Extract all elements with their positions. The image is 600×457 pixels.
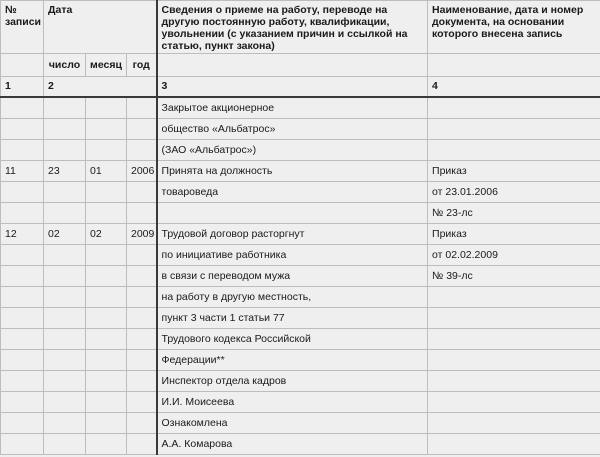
- table-row: [1, 307, 600, 328]
- record-no-cell: [1, 328, 44, 349]
- document-cell: [428, 97, 600, 119]
- month-cell: 01: [86, 160, 127, 181]
- day-cell: 23: [44, 160, 86, 181]
- month-cell: [86, 433, 127, 454]
- record-no-cell: [1, 139, 44, 160]
- record-no-cell: [1, 391, 44, 412]
- info-cell: И.И. Моисеева: [157, 391, 428, 412]
- year-cell: [127, 307, 157, 328]
- header-month: месяц: [86, 54, 127, 77]
- record-no-cell: [1, 307, 44, 328]
- month-cell: [86, 139, 127, 160]
- table-row: [1, 202, 600, 223]
- table-row: [1, 97, 600, 119]
- document-cell: Приказ: [428, 223, 600, 244]
- month-cell: [86, 181, 127, 202]
- table-row: [1, 286, 600, 307]
- record-no-cell: 12: [1, 223, 44, 244]
- info-cell: по инициативе работника: [157, 244, 428, 265]
- info-cell: общество «Альбатрос»: [157, 118, 428, 139]
- info-cell: Федерации**: [157, 349, 428, 370]
- document-cell: [428, 412, 600, 433]
- record-no-cell: [1, 244, 44, 265]
- info-cell: в связи с переводом мужа: [157, 265, 428, 286]
- table-row: [1, 391, 600, 412]
- year-cell: [127, 286, 157, 307]
- header-info: Сведения о приеме на работу, переводе на другую постоянную работу, квалификации, увольнении (с указанием причин и ссылкой на статью, пункт закона): [157, 1, 428, 54]
- month-cell: [86, 349, 127, 370]
- day-cell: [44, 307, 86, 328]
- day-cell: [44, 265, 86, 286]
- year-cell: [127, 202, 157, 223]
- info-cell: А.А. Комарова: [157, 433, 428, 454]
- record-no-cell: [1, 433, 44, 454]
- document-cell: № 39-лс: [428, 265, 600, 286]
- day-cell: [44, 286, 86, 307]
- month-cell: [86, 307, 127, 328]
- info-cell: Инспектор отдела кадров: [157, 370, 428, 391]
- table-row: [1, 160, 600, 181]
- month-cell: [86, 370, 127, 391]
- document-cell: № 23-лс: [428, 202, 600, 223]
- year-cell: [127, 181, 157, 202]
- day-cell: [44, 391, 86, 412]
- year-cell: [127, 265, 157, 286]
- document-cell: [428, 391, 600, 412]
- info-cell: Трудового кодекса Российской: [157, 328, 428, 349]
- info-cell: Ознакомлена: [157, 412, 428, 433]
- table-row: [1, 265, 600, 286]
- year-cell: [127, 412, 157, 433]
- day-cell: [44, 181, 86, 202]
- info-cell: Закрытое акционерное: [157, 97, 428, 119]
- document-cell: Приказ: [428, 160, 600, 181]
- record-no-cell: [1, 118, 44, 139]
- col-number-2: 2: [44, 77, 157, 97]
- month-cell: [86, 265, 127, 286]
- info-cell: [157, 202, 428, 223]
- day-cell: [44, 412, 86, 433]
- header-year: год: [127, 54, 157, 77]
- document-cell: [428, 328, 600, 349]
- day-cell: [44, 370, 86, 391]
- day-cell: [44, 244, 86, 265]
- record-no-cell: [1, 202, 44, 223]
- table-row: [1, 223, 600, 244]
- month-cell: [86, 97, 127, 119]
- table-row: [1, 181, 600, 202]
- document-cell: [428, 286, 600, 307]
- subheader-row: [1, 54, 600, 77]
- record-no-cell: [1, 286, 44, 307]
- table-row: [1, 433, 600, 454]
- year-cell: [127, 97, 157, 119]
- document-cell: [428, 370, 600, 391]
- day-cell: [44, 349, 86, 370]
- document-cell: [428, 139, 600, 160]
- table-row: [1, 328, 600, 349]
- record-no-cell: [1, 265, 44, 286]
- info-cell: Принята на должность: [157, 160, 428, 181]
- year-cell: 2006: [127, 160, 157, 181]
- day-cell: [44, 97, 86, 119]
- header-day: число: [44, 54, 86, 77]
- table-row: [1, 412, 600, 433]
- record-no-cell: 11: [1, 160, 44, 181]
- header-row: [1, 1, 600, 54]
- col-number-1: 1: [1, 77, 44, 97]
- month-cell: [86, 328, 127, 349]
- record-no-cell: [1, 97, 44, 119]
- record-no-cell: [1, 181, 44, 202]
- month-cell: [86, 202, 127, 223]
- month-cell: [86, 244, 127, 265]
- table-row: [1, 139, 600, 160]
- document-cell: [428, 307, 600, 328]
- day-cell: [44, 139, 86, 160]
- table-row: [1, 370, 600, 391]
- document-cell: [428, 433, 600, 454]
- month-cell: 02: [86, 223, 127, 244]
- document-cell: [428, 118, 600, 139]
- table-row: [1, 244, 600, 265]
- day-cell: [44, 118, 86, 139]
- year-cell: [127, 244, 157, 265]
- day-cell: 02: [44, 223, 86, 244]
- document-cell: от 23.01.2006: [428, 181, 600, 202]
- month-cell: [86, 391, 127, 412]
- numbering-row: [1, 77, 600, 97]
- info-cell: Трудовой договор расторгнут: [157, 223, 428, 244]
- document-cell: от 02.02.2009: [428, 244, 600, 265]
- year-cell: [127, 139, 157, 160]
- month-cell: [86, 412, 127, 433]
- year-cell: [127, 391, 157, 412]
- col-number-4: 4: [428, 77, 600, 97]
- header-date: Дата: [44, 1, 157, 54]
- table-row: [1, 349, 600, 370]
- day-cell: [44, 328, 86, 349]
- year-cell: [127, 349, 157, 370]
- info-cell: товароведа: [157, 181, 428, 202]
- info-cell: (ЗАО «Альбатрос»): [157, 139, 428, 160]
- day-cell: [44, 202, 86, 223]
- header-record-no: № записи: [1, 1, 44, 54]
- header-document: Наименование, дата и номер документа, на основании которого внесена запись: [428, 1, 600, 54]
- info-cell: пункт 3 части 1 статьи 77: [157, 307, 428, 328]
- month-cell: [86, 286, 127, 307]
- month-cell: [86, 118, 127, 139]
- year-cell: [127, 118, 157, 139]
- year-cell: 2009: [127, 223, 157, 244]
- year-cell: [127, 370, 157, 391]
- record-no-cell: [1, 412, 44, 433]
- info-cell: на работу в другую местность,: [157, 286, 428, 307]
- document-cell: [428, 349, 600, 370]
- table-row: [1, 118, 600, 139]
- record-no-cell: [1, 349, 44, 370]
- col-number-3: 3: [157, 77, 428, 97]
- day-cell: [44, 433, 86, 454]
- year-cell: [127, 433, 157, 454]
- record-no-cell: [1, 370, 44, 391]
- year-cell: [127, 328, 157, 349]
